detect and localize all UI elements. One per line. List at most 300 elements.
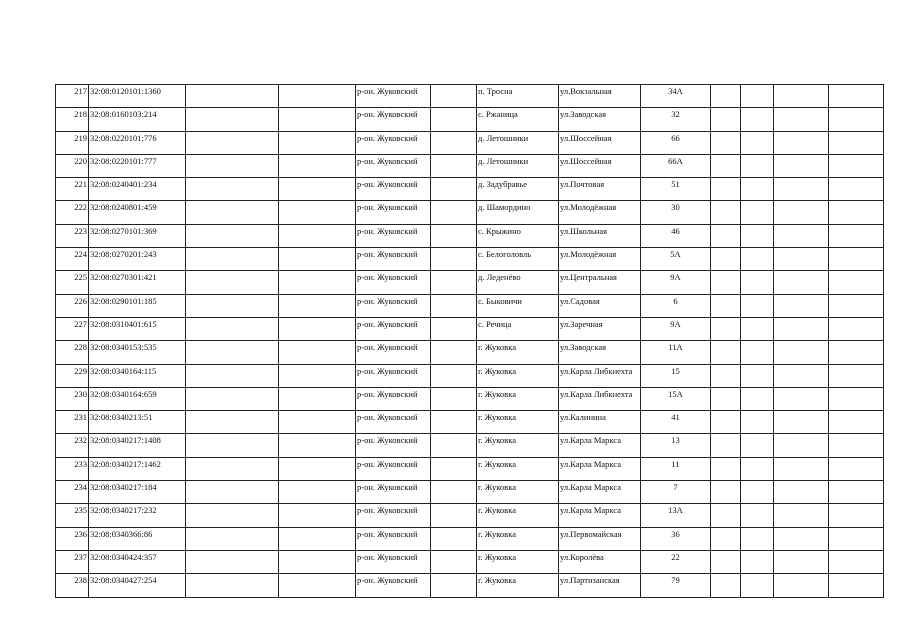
empty-cell [829, 224, 884, 247]
street-cell: ул.Партизанская [559, 574, 641, 597]
district-cell: р-он. Жуковский [356, 574, 431, 597]
settlement-cell: д. Летошники [477, 154, 559, 177]
settlement-cell: с. Крыжино [477, 224, 559, 247]
house-number-cell: 9А [641, 317, 711, 340]
cadastral-number: 32:08:0310401:615 [89, 317, 186, 340]
cadastral-number: 32:08:0160103:214 [89, 108, 186, 131]
house-number-cell: 22 [641, 550, 711, 573]
cadastral-number: 32:08:0340213:51 [89, 411, 186, 434]
empty-cell [774, 481, 829, 504]
empty-cell [711, 574, 741, 597]
district-cell: р-он. Жуковский [356, 341, 431, 364]
row-number: 221 [56, 178, 89, 201]
cadastral-number: 32:08:0340217:1408 [89, 434, 186, 457]
district-cell: р-он. Жуковский [356, 434, 431, 457]
street-cell: ул.Карла Либкнехта [559, 387, 641, 410]
empty-cell [711, 504, 741, 527]
empty-cell [774, 271, 829, 294]
row-number: 227 [56, 317, 89, 340]
row-number: 233 [56, 457, 89, 480]
empty-cell [186, 271, 279, 294]
empty-cell [279, 131, 356, 154]
street-cell: ул.Почтовая [559, 178, 641, 201]
house-number-cell: 13А [641, 504, 711, 527]
empty-cell [829, 294, 884, 317]
cadastral-number: 32:08:0340217:232 [89, 504, 186, 527]
empty-cell [829, 387, 884, 410]
empty-cell [186, 504, 279, 527]
house-number-cell: 51 [641, 178, 711, 201]
row-number: 231 [56, 411, 89, 434]
empty-cell [741, 108, 774, 131]
street-cell: ул.Карла Маркса [559, 434, 641, 457]
row-number: 229 [56, 364, 89, 387]
settlement-cell: г. Жуковка [477, 550, 559, 573]
empty-cell [711, 411, 741, 434]
street-cell: ул.Вокзальная [559, 85, 641, 108]
settlement-cell: г. Жуковка [477, 481, 559, 504]
empty-cell [431, 364, 477, 387]
empty-cell [774, 504, 829, 527]
house-number-cell: 32 [641, 108, 711, 131]
empty-cell [431, 131, 477, 154]
empty-cell [431, 481, 477, 504]
table-row [56, 387, 884, 410]
house-number-cell: 11А [641, 341, 711, 364]
empty-cell [829, 550, 884, 573]
house-number-cell: 30 [641, 201, 711, 224]
empty-cell [741, 294, 774, 317]
empty-cell [741, 504, 774, 527]
empty-cell [186, 527, 279, 550]
house-number-cell: 66А [641, 154, 711, 177]
empty-cell [279, 527, 356, 550]
house-number-cell: 34А [641, 85, 711, 108]
street-cell: ул.Первомайская [559, 527, 641, 550]
empty-cell [186, 294, 279, 317]
empty-cell [829, 271, 884, 294]
empty-cell [186, 201, 279, 224]
empty-cell [279, 294, 356, 317]
empty-cell [279, 574, 356, 597]
empty-cell [774, 317, 829, 340]
empty-cell [279, 481, 356, 504]
empty-cell [711, 481, 741, 504]
house-number-cell: 15А [641, 387, 711, 410]
table-row [56, 271, 884, 294]
table-row [56, 317, 884, 340]
district-cell: р-он. Жуковский [356, 317, 431, 340]
empty-cell [431, 154, 477, 177]
empty-cell [711, 85, 741, 108]
cadastral-number: 32:08:0340366:86 [89, 527, 186, 550]
empty-cell [711, 201, 741, 224]
table-row [56, 574, 884, 597]
empty-cell [431, 271, 477, 294]
empty-cell [711, 271, 741, 294]
row-number: 219 [56, 131, 89, 154]
cadastral-number: 32:08:0340153:535 [89, 341, 186, 364]
empty-cell [774, 550, 829, 573]
table-row [56, 85, 884, 108]
cadastral-number: 32:08:0270101:369 [89, 224, 186, 247]
empty-cell [711, 154, 741, 177]
district-cell: р-он. Жуковский [356, 527, 431, 550]
empty-cell [186, 85, 279, 108]
empty-cell [431, 550, 477, 573]
empty-cell [186, 411, 279, 434]
registry-table [55, 84, 884, 598]
settlement-cell: г. Жуковка [477, 364, 559, 387]
empty-cell [829, 574, 884, 597]
empty-cell [774, 294, 829, 317]
settlement-cell: г. Жуковка [477, 387, 559, 410]
empty-cell [186, 434, 279, 457]
settlement-cell: с. Ржаница [477, 108, 559, 131]
table-row [56, 527, 884, 550]
row-number: 234 [56, 481, 89, 504]
settlement-cell: с. Белоголовль [477, 248, 559, 271]
empty-cell [711, 434, 741, 457]
empty-cell [774, 411, 829, 434]
house-number-cell: 11 [641, 457, 711, 480]
settlement-cell: г. Жуковка [477, 434, 559, 457]
street-cell: ул.Заводская [559, 341, 641, 364]
empty-cell [829, 154, 884, 177]
cadastral-number: 32:08:0240401:234 [89, 178, 186, 201]
district-cell: р-он. Жуковский [356, 294, 431, 317]
settlement-cell: д. Летошники [477, 131, 559, 154]
empty-cell [774, 387, 829, 410]
empty-cell [279, 85, 356, 108]
district-cell: р-он. Жуковский [356, 178, 431, 201]
empty-cell [741, 434, 774, 457]
district-cell: р-он. Жуковский [356, 201, 431, 224]
table-row [56, 108, 884, 131]
empty-cell [741, 481, 774, 504]
empty-cell [741, 527, 774, 550]
empty-cell [711, 294, 741, 317]
empty-cell [741, 457, 774, 480]
cadastral-number: 32:08:0270301:421 [89, 271, 186, 294]
row-number: 230 [56, 387, 89, 410]
street-cell: ул.Карла Маркса [559, 504, 641, 527]
district-cell: р-он. Жуковский [356, 224, 431, 247]
district-cell: р-он. Жуковский [356, 411, 431, 434]
empty-cell [431, 178, 477, 201]
registry-body [56, 85, 884, 598]
empty-cell [431, 248, 477, 271]
row-number: 225 [56, 271, 89, 294]
empty-cell [774, 178, 829, 201]
empty-cell [774, 248, 829, 271]
empty-cell [711, 457, 741, 480]
empty-cell [431, 341, 477, 364]
empty-cell [741, 364, 774, 387]
empty-cell [431, 457, 477, 480]
empty-cell [279, 387, 356, 410]
empty-cell [279, 504, 356, 527]
empty-cell [186, 341, 279, 364]
empty-cell [431, 224, 477, 247]
settlement-cell: г. Жуковка [477, 457, 559, 480]
empty-cell [431, 294, 477, 317]
empty-cell [186, 574, 279, 597]
empty-cell [774, 527, 829, 550]
empty-cell [279, 224, 356, 247]
empty-cell [774, 108, 829, 131]
settlement-cell: г. Жуковка [477, 574, 559, 597]
empty-cell [774, 434, 829, 457]
district-cell: р-он. Жуковский [356, 550, 431, 573]
empty-cell [711, 527, 741, 550]
row-number: 224 [56, 248, 89, 271]
empty-cell [829, 317, 884, 340]
cadastral-number: 32:08:0340164:659 [89, 387, 186, 410]
empty-cell [431, 411, 477, 434]
district-cell: р-он. Жуковский [356, 387, 431, 410]
cadastral-number: 32:08:0220101:777 [89, 154, 186, 177]
empty-cell [829, 504, 884, 527]
street-cell: ул.Шоссейная [559, 154, 641, 177]
house-number-cell: 13 [641, 434, 711, 457]
empty-cell [711, 248, 741, 271]
empty-cell [279, 364, 356, 387]
street-cell: ул.Молодёжная [559, 248, 641, 271]
empty-cell [431, 574, 477, 597]
empty-cell [431, 201, 477, 224]
empty-cell [279, 434, 356, 457]
settlement-cell: г. Жуковка [477, 527, 559, 550]
empty-cell [431, 504, 477, 527]
empty-cell [741, 224, 774, 247]
cadastral-number: 32:08:0340217:1462 [89, 457, 186, 480]
district-cell: р-он. Жуковский [356, 131, 431, 154]
cadastral-number: 32:08:0120101:1360 [89, 85, 186, 108]
empty-cell [279, 248, 356, 271]
street-cell: ул.Центральная [559, 271, 641, 294]
cadastral-number: 32:08:0340427:254 [89, 574, 186, 597]
empty-cell [186, 178, 279, 201]
empty-cell [186, 364, 279, 387]
empty-cell [186, 108, 279, 131]
empty-cell [741, 85, 774, 108]
row-number: 218 [56, 108, 89, 131]
row-number: 223 [56, 224, 89, 247]
empty-cell [279, 178, 356, 201]
cadastral-number: 32:08:0270201:243 [89, 248, 186, 271]
settlement-cell: с. Речица [477, 317, 559, 340]
empty-cell [186, 481, 279, 504]
settlement-cell: г. Жуковка [477, 411, 559, 434]
table-row [56, 457, 884, 480]
empty-cell [279, 411, 356, 434]
empty-cell [186, 387, 279, 410]
district-cell: р-он. Жуковский [356, 481, 431, 504]
table-row [56, 201, 884, 224]
district-cell: р-он. Жуковский [356, 364, 431, 387]
table-row [56, 434, 884, 457]
empty-cell [774, 154, 829, 177]
street-cell: ул.Калинина [559, 411, 641, 434]
empty-cell [431, 317, 477, 340]
empty-cell [829, 201, 884, 224]
street-cell: ул.Школьная [559, 224, 641, 247]
empty-cell [829, 434, 884, 457]
empty-cell [829, 85, 884, 108]
settlement-cell: п. Тросна [477, 85, 559, 108]
house-number-cell: 5А [641, 248, 711, 271]
empty-cell [741, 317, 774, 340]
empty-cell [186, 224, 279, 247]
empty-cell [741, 550, 774, 573]
empty-cell [431, 108, 477, 131]
empty-cell [774, 574, 829, 597]
district-cell: р-он. Жуковский [356, 108, 431, 131]
row-number: 232 [56, 434, 89, 457]
cadastral-number: 32:08:0290101:185 [89, 294, 186, 317]
empty-cell [711, 317, 741, 340]
table-row [56, 550, 884, 573]
empty-cell [186, 550, 279, 573]
empty-cell [431, 85, 477, 108]
table-row [56, 504, 884, 527]
empty-cell [431, 387, 477, 410]
cadastral-number: 32:08:0340424:357 [89, 550, 186, 573]
row-number: 237 [56, 550, 89, 573]
table-row [56, 131, 884, 154]
row-number: 238 [56, 574, 89, 597]
empty-cell [186, 154, 279, 177]
house-number-cell: 41 [641, 411, 711, 434]
empty-cell [279, 550, 356, 573]
empty-cell [829, 481, 884, 504]
cadastral-number: 32:08:0340164:115 [89, 364, 186, 387]
house-number-cell: 6 [641, 294, 711, 317]
row-number: 236 [56, 527, 89, 550]
table-row [56, 154, 884, 177]
empty-cell [774, 457, 829, 480]
empty-cell [431, 434, 477, 457]
district-cell: р-он. Жуковский [356, 457, 431, 480]
district-cell: р-он. Жуковский [356, 85, 431, 108]
empty-cell [711, 364, 741, 387]
empty-cell [279, 317, 356, 340]
empty-cell [741, 178, 774, 201]
table-row [56, 178, 884, 201]
empty-cell [829, 108, 884, 131]
settlement-cell: д. Леденёво [477, 271, 559, 294]
empty-cell [829, 131, 884, 154]
settlement-cell: с. Быковичи [477, 294, 559, 317]
empty-cell [279, 457, 356, 480]
street-cell: ул.Карла Маркса [559, 457, 641, 480]
empty-cell [279, 271, 356, 294]
empty-cell [829, 527, 884, 550]
empty-cell [186, 317, 279, 340]
house-number-cell: 79 [641, 574, 711, 597]
table-row [56, 341, 884, 364]
empty-cell [711, 131, 741, 154]
empty-cell [711, 178, 741, 201]
row-number: 220 [56, 154, 89, 177]
district-cell: р-он. Жуковский [356, 504, 431, 527]
empty-cell [741, 411, 774, 434]
table-row [56, 224, 884, 247]
empty-cell [829, 411, 884, 434]
cadastral-number: 32:08:0220101:776 [89, 131, 186, 154]
settlement-cell: д. Задубравье [477, 178, 559, 201]
empty-cell [741, 341, 774, 364]
settlement-cell: д. Шамордино [477, 201, 559, 224]
table-row [56, 481, 884, 504]
table-row [56, 364, 884, 387]
street-cell: ул.Молодёжная [559, 201, 641, 224]
empty-cell [741, 271, 774, 294]
empty-cell [711, 387, 741, 410]
street-cell: ул.Карла Либкнехта [559, 364, 641, 387]
street-cell: ул.Королёва [559, 550, 641, 573]
empty-cell [829, 341, 884, 364]
empty-cell [711, 224, 741, 247]
house-number-cell: 15 [641, 364, 711, 387]
empty-cell [279, 341, 356, 364]
district-cell: р-он. Жуковский [356, 248, 431, 271]
row-number: 226 [56, 294, 89, 317]
district-cell: р-он. Жуковский [356, 271, 431, 294]
empty-cell [774, 131, 829, 154]
empty-cell [279, 108, 356, 131]
empty-cell [711, 108, 741, 131]
row-number: 228 [56, 341, 89, 364]
settlement-cell: г. Жуковка [477, 341, 559, 364]
empty-cell [774, 201, 829, 224]
empty-cell [741, 248, 774, 271]
empty-cell [829, 364, 884, 387]
empty-cell [741, 574, 774, 597]
empty-cell [829, 457, 884, 480]
table-row [56, 294, 884, 317]
house-number-cell: 46 [641, 224, 711, 247]
table-row [56, 411, 884, 434]
empty-cell [741, 131, 774, 154]
empty-cell [711, 550, 741, 573]
table-row [56, 248, 884, 271]
empty-cell [774, 364, 829, 387]
district-cell: р-он. Жуковский [356, 154, 431, 177]
empty-cell [741, 201, 774, 224]
cadastral-number: 32:08:0240801:459 [89, 201, 186, 224]
house-number-cell: 7 [641, 481, 711, 504]
empty-cell [774, 224, 829, 247]
empty-cell [774, 85, 829, 108]
empty-cell [829, 248, 884, 271]
street-cell: ул.Карла Маркса [559, 481, 641, 504]
empty-cell [186, 457, 279, 480]
row-number: 222 [56, 201, 89, 224]
empty-cell [186, 131, 279, 154]
empty-cell [741, 387, 774, 410]
street-cell: ул.Садовая [559, 294, 641, 317]
empty-cell [829, 178, 884, 201]
empty-cell [711, 341, 741, 364]
empty-cell [774, 341, 829, 364]
empty-cell [279, 201, 356, 224]
house-number-cell: 66 [641, 131, 711, 154]
empty-cell [279, 154, 356, 177]
empty-cell [431, 527, 477, 550]
street-cell: ул.Заречная [559, 317, 641, 340]
